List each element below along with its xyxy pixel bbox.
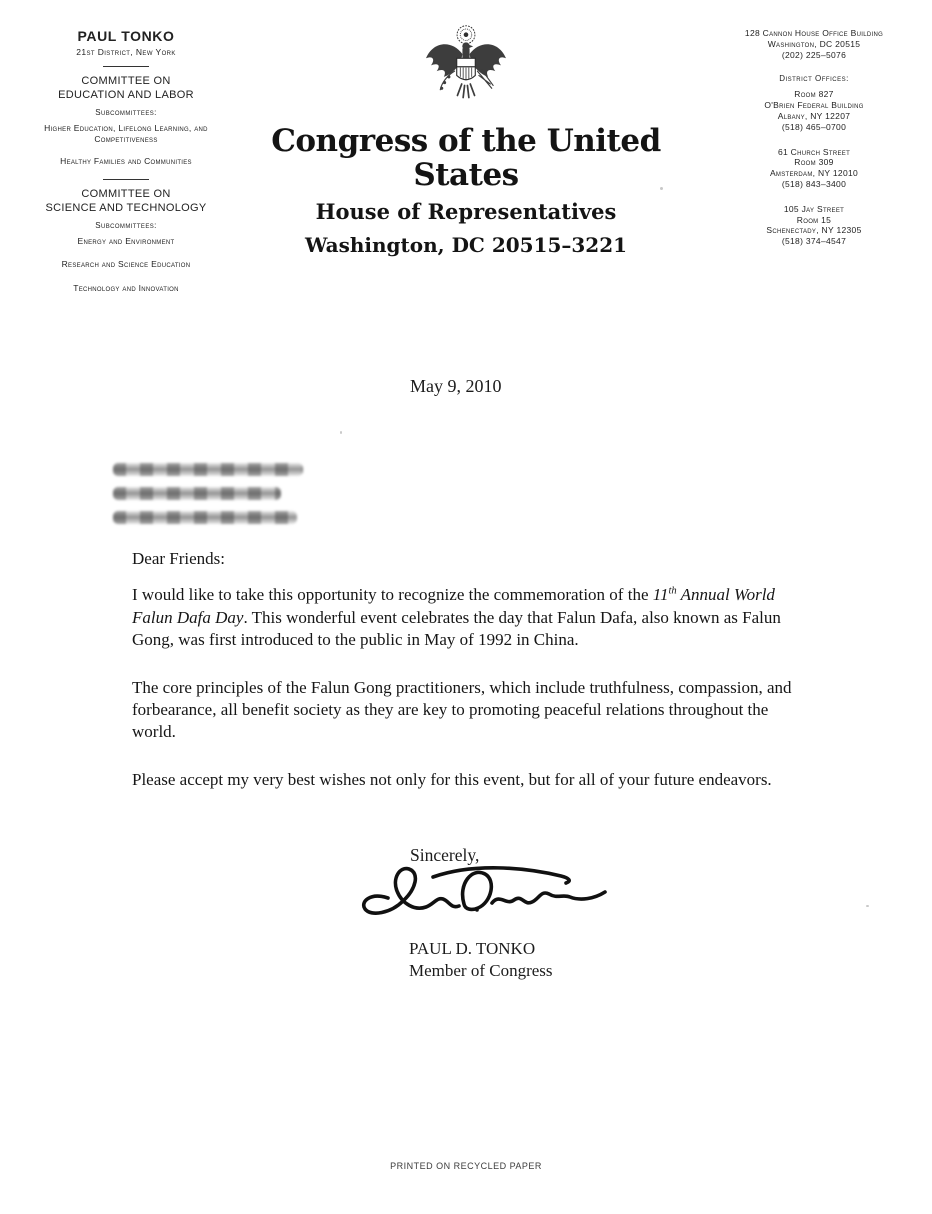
office-line: Room 309 (794, 157, 834, 168)
redacted-line (113, 511, 297, 524)
paragraph-1 (132, 584, 804, 651)
subcommittees-label: Subcommittees: (95, 108, 157, 117)
redacted-recipient-address (113, 463, 303, 535)
committee-title-line: COMMITTEE ON (81, 75, 171, 87)
office-line: (518) 465–0700 (781, 121, 847, 132)
letterhead-member-column (28, 28, 224, 294)
district-office-albany (702, 89, 926, 132)
closing: Sincerely, (410, 845, 480, 865)
scan-speck (660, 187, 663, 190)
redacted-line (113, 463, 303, 476)
letterhead-title: Congress of the United States (271, 123, 661, 193)
scan-speck (340, 431, 342, 434)
office-line: Amsterdam, NY 12010 (769, 168, 859, 179)
dc-office (702, 28, 926, 60)
office-line: Washington, DC 20515 (767, 38, 861, 49)
subcommittee-item: Higher Education, Lifelong Learning, and Competitiveness (44, 123, 208, 144)
paragraph-text: I would like to take this opportunity to recognize the commemoration of the (132, 585, 653, 605)
ordinal-superscript: th (668, 585, 677, 597)
signature-script (358, 858, 610, 924)
office-line: (518) 843–3400 (781, 178, 847, 189)
great-seal-icon (423, 24, 509, 114)
letterhead-offices-column (702, 28, 926, 261)
signature-block (409, 938, 553, 981)
subcommittee-item: Technology and Innovation (73, 283, 179, 293)
subcommittee-item: Research and Science Education (61, 259, 191, 269)
district-office-amsterdam (702, 147, 926, 190)
divider (103, 179, 149, 180)
redacted-line (113, 487, 281, 500)
district-office-schenectady (702, 204, 926, 247)
office-line: Albany, NY 12207 (777, 110, 851, 121)
letterhead-subtitle: House of Representatives (315, 199, 617, 224)
divider (103, 66, 149, 67)
office-line: Schenectady, NY 12305 (766, 225, 862, 236)
italic-number: 11 (652, 585, 669, 605)
office-line: 105 Jay Street (783, 203, 845, 214)
signer-name: PAUL D. TONKO (409, 939, 536, 958)
scan-speck (866, 905, 869, 907)
member-district: 21st District, New York (76, 47, 176, 57)
subcommittee-item: Energy and Environment (77, 236, 175, 246)
member-name: PAUL TONKO (77, 28, 175, 44)
subcommittee-item: Healthy Families and Communities (60, 156, 192, 166)
italic-phrase-rest: Annual World Falun Dafa Day (132, 585, 775, 627)
signer-title: Member of Congress (409, 960, 553, 980)
committee-title-line: SCIENCE AND TECHNOLOGY (45, 201, 207, 214)
committee-title-line: COMMITTEE ON (81, 188, 171, 200)
paragraph-2: The core principles of the Falun Gong practitioners, which include truthfulness, compassion, and forbearance, all benefit society as they are key to promoting peaceful relations throughout the world. (132, 677, 792, 742)
office-line: 61 Church Street (777, 146, 851, 157)
office-line: 128 Cannon House Office Building (744, 28, 884, 38)
letterhead-center (246, 24, 686, 257)
office-line: O'Brien Federal Building (764, 100, 864, 111)
committee-title-line: EDUCATION AND LABOR (58, 88, 194, 101)
office-line: Room 827 (794, 89, 834, 100)
district-offices-label: District Offices: (779, 74, 849, 84)
recycled-paper-note: PRINTED ON RECYCLED PAPER (390, 1161, 542, 1171)
paragraph-3: Please accept my very best wishes not only for this event, but for all of your future endeavors. (132, 769, 772, 789)
office-line: Room 15 (796, 214, 832, 225)
committee-title (28, 75, 224, 102)
committee-title (28, 188, 224, 215)
letterhead-address: Washington, DC 20515–3221 (304, 233, 628, 257)
office-line: (518) 374–4547 (781, 236, 847, 247)
paragraph-text: . This wonderful event celebrates the day that Falun Dafa, also known as Falun Gong, was first introduced to the public in May of 1992 in China. (132, 607, 781, 650)
letter-body (132, 548, 804, 816)
subcommittees-label: Subcommittees: (95, 221, 157, 230)
salutation: Dear Friends: (132, 549, 226, 568)
office-line: (202) 225–5076 (781, 49, 847, 60)
letter-date: May 9, 2010 (410, 376, 502, 396)
